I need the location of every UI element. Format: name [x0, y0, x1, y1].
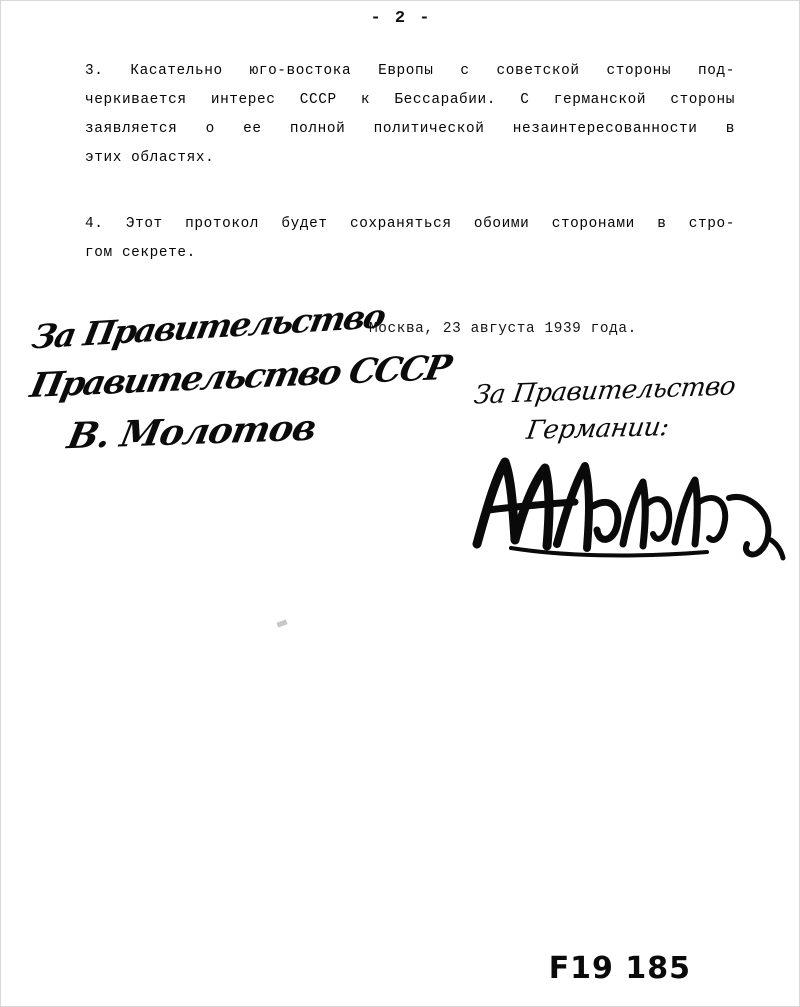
german-signature-line-1: За Правительство [472, 371, 738, 411]
place-and-date: Москва, 23 августа 1939 года. [369, 321, 637, 337]
stray-ink-mark [276, 619, 287, 627]
german-signature-block [471, 371, 791, 576]
page-number: - 2 - [370, 9, 432, 28]
paragraph-4-line-1: 4. Этот протокол будет сохраняться обоими сторонами в стро- [85, 216, 735, 232]
soviet-signature-line-1: За Правительство [29, 296, 388, 357]
paragraph-4 [85, 210, 735, 268]
german-signature-line-2: Германии: [524, 412, 671, 446]
soviet-signature-line-2: Правительство СССР [26, 347, 454, 407]
paragraph-4-line-2: гом секрете. [85, 245, 196, 261]
german-signature-scrawl-icon [471, 448, 791, 568]
paragraph-3-line-1: 3. Касательно юго-востока Европы с советской стороны под- [85, 63, 735, 79]
paragraph-3-line-3: заявляется о ее полной политической незаинтересованности в [85, 121, 735, 137]
paragraph-3-line-2: черкивается интерес СССР к Бессарабии. С германской стороны [85, 92, 735, 108]
archive-identifier: F19 185 [548, 951, 691, 986]
soviet-signature-name: В. Молотов [63, 406, 320, 458]
paragraph-3-line-4: этих областях. [85, 150, 215, 166]
soviet-signature-block [26, 296, 454, 481]
paragraph-3 [85, 57, 735, 173]
